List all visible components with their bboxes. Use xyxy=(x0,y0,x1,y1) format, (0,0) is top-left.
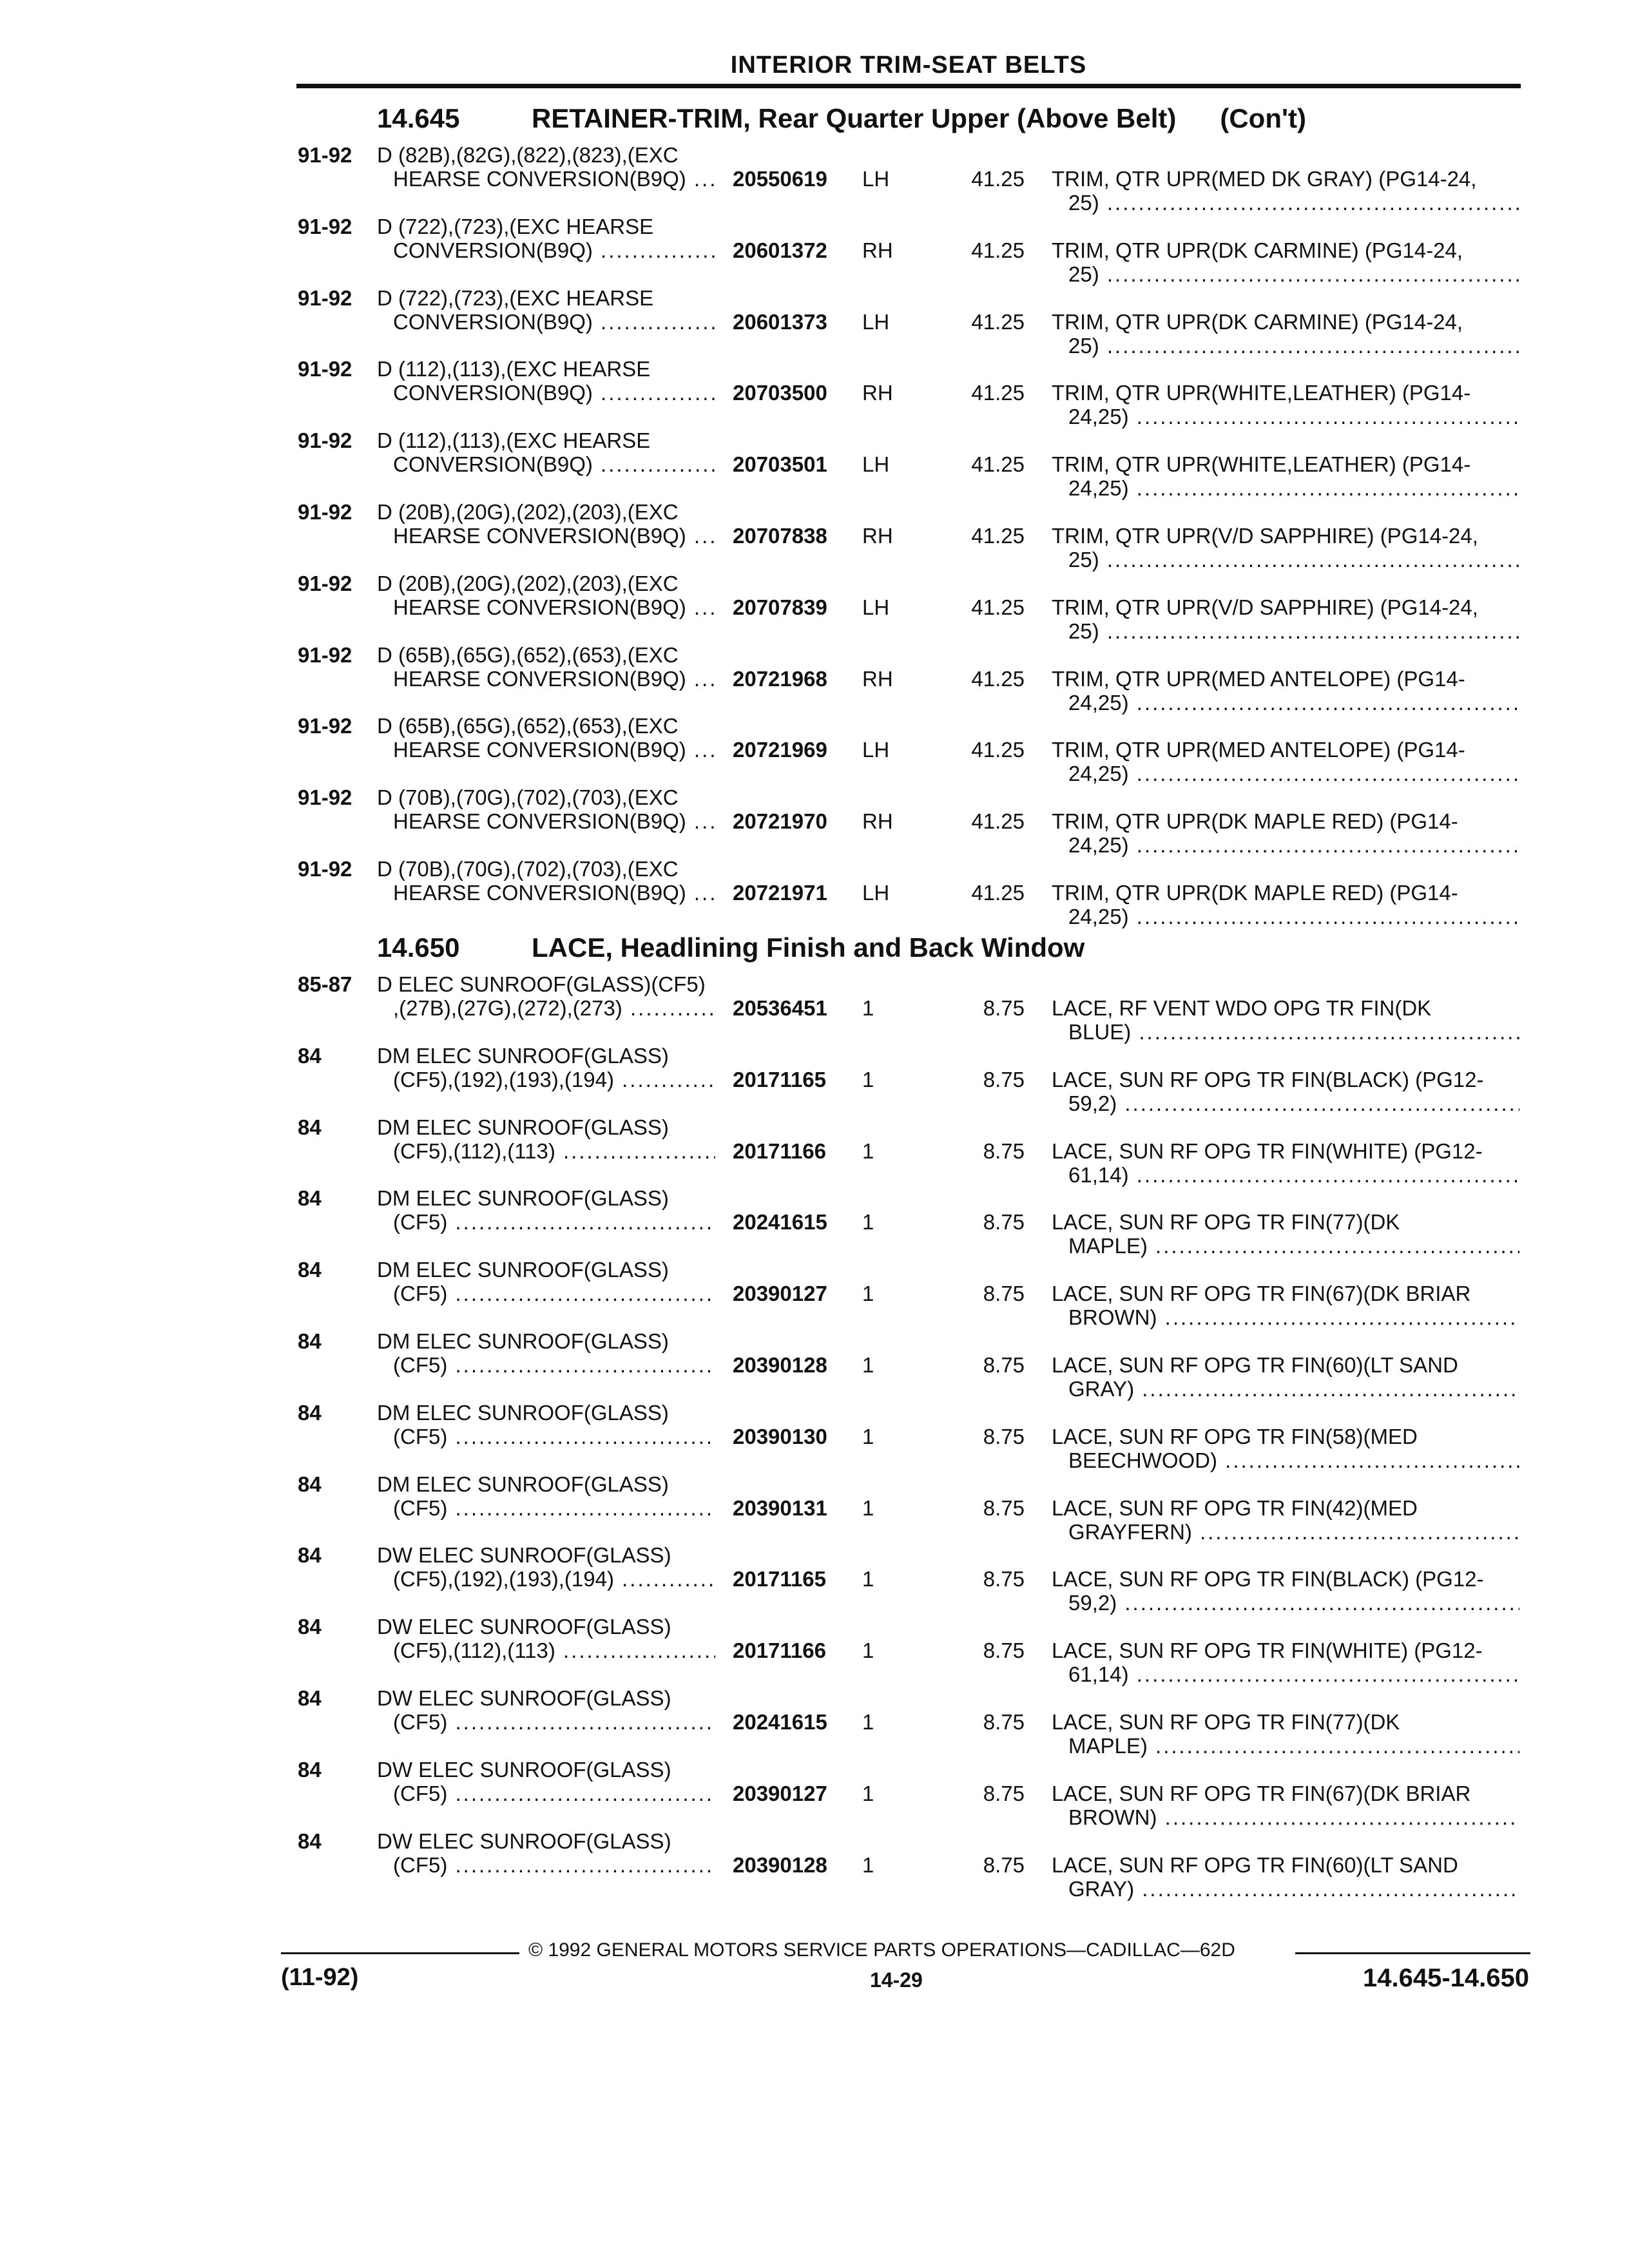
entry-desc-line2: CONVERSION(B9Q) ..... xyxy=(393,381,715,405)
entry-qty: 1 xyxy=(862,1210,874,1234)
footer-copyright: © 1992 GENERAL MOTORS SERVICE PARTS OPERATIONS—CADILLAC—62D xyxy=(528,1939,1235,1961)
entry-part-number: 20390131 xyxy=(733,1496,827,1520)
entry-desc-line2: HEARSE CONVERSION(B9Q) ..... xyxy=(393,524,715,548)
entry-desc-line1: DM ELEC SUNROOF(GLASS) xyxy=(377,1115,669,1139)
entry-remark-line1: TRIM, QTR UPR(DK CARMINE) (PG14-24, xyxy=(1052,310,1463,334)
entry-price: 41.25 xyxy=(971,881,1025,905)
section-number: 14.645 xyxy=(377,103,460,133)
entry-price: 41.25 xyxy=(971,310,1025,334)
entry-remark-line2: 24,25) ..... xyxy=(1068,476,1519,501)
entry-year: 91-92 xyxy=(298,500,352,524)
entry-desc-line1: DM ELEC SUNROOF(GLASS) xyxy=(377,1186,669,1210)
entry-desc-line2: (CF5) ..... xyxy=(393,1282,715,1306)
entry-remark-line2: 24,25) ..... xyxy=(1068,762,1519,786)
entry-qty: 1 xyxy=(862,1853,874,1877)
entry-desc-line2: (CF5) ..... xyxy=(393,1782,715,1806)
entry-remark-line1: TRIM, QTR UPR(MED ANTELOPE) (PG14- xyxy=(1052,667,1465,691)
entry-price: 41.25 xyxy=(971,667,1025,691)
entry-remark-line1: TRIM, QTR UPR(WHITE,LEATHER) (PG14- xyxy=(1052,381,1471,405)
entry-desc-line2: HEARSE CONVERSION(B9Q) ..... xyxy=(393,595,715,620)
entry-remark-line2: 24,25) ..... xyxy=(1068,405,1519,429)
entry-qty: 1 xyxy=(862,1068,874,1091)
entry-qty: LH xyxy=(862,881,890,905)
entry-year: 84 xyxy=(298,1758,322,1782)
entry-part-number: 20721970 xyxy=(733,809,827,833)
section-heading xyxy=(377,103,1306,134)
entry-remark-line1: LACE, SUN RF OPG TR FIN(67)(DK BRIAR xyxy=(1052,1782,1471,1805)
entry-price: 8.75 xyxy=(983,1139,1025,1163)
entry-desc-line1: DM ELEC SUNROOF(GLASS) xyxy=(377,1401,669,1425)
entry-part-number: 20390130 xyxy=(733,1425,827,1448)
entry-remark-line1: TRIM, QTR UPR(DK CARMINE) (PG14-24, xyxy=(1052,238,1463,262)
section-continued: (Con't) xyxy=(1220,103,1306,133)
entry-qty: 1 xyxy=(862,1639,874,1662)
entry-remark-line2: MAPLE) ..... xyxy=(1068,1234,1519,1258)
entry-part-number: 20171166 xyxy=(733,1139,827,1163)
entry-part-number: 20536451 xyxy=(733,996,827,1020)
entry-price: 41.25 xyxy=(971,524,1025,548)
entry-year: 91-92 xyxy=(298,785,352,809)
entry-desc-line2: (CF5) ..... xyxy=(393,1353,715,1378)
entry-year: 84 xyxy=(298,1829,322,1853)
entry-remark-line1: LACE, SUN RF OPG TR FIN(60)(LT SAND xyxy=(1052,1853,1458,1877)
entry-year: 91-92 xyxy=(298,286,352,310)
entry-year: 84 xyxy=(298,1472,322,1496)
entry-desc-line1: D (112),(113),(EXC HEARSE xyxy=(377,428,651,452)
entry-price: 8.75 xyxy=(983,1639,1025,1662)
part-entry xyxy=(0,1329,1629,1401)
entry-remark-line2: 24,25) ..... xyxy=(1068,833,1519,858)
entry-qty: RH xyxy=(862,809,893,833)
entry-remark-line1: LACE, SUN RF OPG TR FIN(BLACK) (PG12- xyxy=(1052,1567,1484,1591)
entry-price: 41.25 xyxy=(971,595,1025,619)
entry-price: 8.75 xyxy=(983,1782,1025,1805)
entry-desc-line1: D (112),(113),(EXC HEARSE xyxy=(377,357,651,381)
part-entry xyxy=(0,1615,1629,1687)
entry-price: 8.75 xyxy=(983,1710,1025,1734)
section-title: RETAINER-TRIM, Rear Quarter Upper (Above Belt) xyxy=(532,103,1177,133)
entry-qty: 1 xyxy=(862,1496,874,1520)
entry-qty: 1 xyxy=(862,1782,874,1805)
footer-rule-left xyxy=(281,1952,519,1954)
entry-remark-line1: LACE, SUN RF OPG TR FIN(67)(DK BRIAR xyxy=(1052,1282,1471,1305)
part-entry xyxy=(0,1686,1629,1758)
entry-price: 8.75 xyxy=(983,1353,1025,1377)
entry-qty: 1 xyxy=(862,1353,874,1377)
entry-remark-line1: LACE, SUN RF OPG TR FIN(58)(MED xyxy=(1052,1425,1418,1448)
entry-desc-line1: D (20B),(20G),(202),(203),(EXC xyxy=(377,572,679,595)
entry-year: 84 xyxy=(298,1686,322,1710)
entry-year: 91-92 xyxy=(298,572,352,595)
entry-remark-line1: LACE, RF VENT WDO OPG TR FIN(DK xyxy=(1052,996,1432,1020)
entry-remark-line1: LACE, SUN RF OPG TR FIN(BLACK) (PG12- xyxy=(1052,1068,1484,1091)
footer-section-range: 14.645-14.650 xyxy=(1362,1964,1529,1992)
entry-price: 41.25 xyxy=(971,167,1025,191)
part-entry xyxy=(0,714,1629,786)
part-entry xyxy=(0,643,1629,715)
entry-part-number: 20241615 xyxy=(733,1210,827,1234)
entry-remark-line2: 59,2) ..... xyxy=(1068,1591,1519,1615)
entry-qty: 1 xyxy=(862,1139,874,1163)
entry-desc-line2: CONVERSION(B9Q) ..... xyxy=(393,238,715,263)
footer-rule-right xyxy=(1295,1952,1530,1954)
entry-part-number: 20171166 xyxy=(733,1639,827,1662)
part-entry xyxy=(0,1829,1629,1901)
entry-qty: LH xyxy=(862,452,890,476)
entry-part-number: 20550619 xyxy=(733,167,827,191)
entry-desc-line2: (CF5) ..... xyxy=(393,1853,715,1878)
entry-qty: 1 xyxy=(862,1282,874,1305)
entry-remark-line2: BEECHWOOD) ..... xyxy=(1068,1448,1519,1473)
entry-remark-line2: BROWN) ..... xyxy=(1068,1305,1519,1330)
part-entry xyxy=(0,1186,1629,1258)
entry-part-number: 20721969 xyxy=(733,738,827,762)
entry-desc-line2: (CF5) ..... xyxy=(393,1496,715,1521)
entry-qty: RH xyxy=(862,381,893,405)
entry-part-number: 20171165 xyxy=(733,1567,827,1591)
page-title: INTERIOR TRIM-SEAT BELTS xyxy=(730,52,1087,79)
entry-remark-line1: TRIM, QTR UPR(DK MAPLE RED) (PG14- xyxy=(1052,809,1458,833)
part-entry xyxy=(0,785,1629,858)
entry-desc-line2: HEARSE CONVERSION(B9Q) ..... xyxy=(393,738,715,762)
part-entry xyxy=(0,972,1629,1044)
entry-qty: 1 xyxy=(862,1425,874,1448)
entry-year: 84 xyxy=(298,1115,322,1139)
entry-remark-line2: 24,25) ..... xyxy=(1068,691,1519,715)
entry-desc-line2: ,(27B),(27G),(272),(273) ..... xyxy=(393,996,715,1021)
entry-qty: LH xyxy=(862,310,890,334)
entry-price: 8.75 xyxy=(983,1853,1025,1877)
title-rule xyxy=(296,84,1521,88)
entry-desc-line1: D (65B),(65G),(652),(653),(EXC xyxy=(377,643,679,667)
part-entry xyxy=(0,215,1629,287)
entry-desc-line1: DW ELEC SUNROOF(GLASS) xyxy=(377,1686,671,1710)
entry-remark-line2: GRAY) ..... xyxy=(1068,1877,1519,1901)
entry-part-number: 20703500 xyxy=(733,381,827,405)
part-entry xyxy=(0,1401,1629,1473)
entry-remark-line2: BROWN) ..... xyxy=(1068,1805,1519,1830)
entry-remark-line1: LACE, SUN RF OPG TR FIN(60)(LT SAND xyxy=(1052,1353,1458,1377)
entry-year: 84 xyxy=(298,1543,322,1567)
entry-desc-line1: DM ELEC SUNROOF(GLASS) xyxy=(377,1329,669,1353)
entry-qty: LH xyxy=(862,167,890,191)
part-entry xyxy=(0,1758,1629,1830)
entry-desc-line1: DW ELEC SUNROOF(GLASS) xyxy=(377,1543,671,1567)
entry-price: 8.75 xyxy=(983,996,1025,1020)
entry-desc-line1: DM ELEC SUNROOF(GLASS) xyxy=(377,1472,669,1496)
entry-qty: 1 xyxy=(862,1567,874,1591)
entry-remark-line2: 59,2) ..... xyxy=(1068,1091,1519,1116)
section-heading xyxy=(377,932,1084,963)
section-number: 14.650 xyxy=(377,932,460,963)
entry-year: 84 xyxy=(298,1401,322,1425)
part-entry xyxy=(0,143,1629,215)
entry-part-number: 20601373 xyxy=(733,310,827,334)
part-entry xyxy=(0,500,1629,572)
entry-remark-line2: 24,25) ..... xyxy=(1068,905,1519,929)
entry-price: 8.75 xyxy=(983,1210,1025,1234)
entry-desc-line1: D (65B),(65G),(652),(653),(EXC xyxy=(377,714,679,738)
entry-desc-line1: D ELEC SUNROOF(GLASS)(CF5) xyxy=(377,972,706,996)
entry-year: 91-92 xyxy=(298,857,352,881)
section-title: LACE, Headlining Finish and Back Window xyxy=(532,932,1085,963)
entry-price: 8.75 xyxy=(983,1567,1025,1591)
part-entry xyxy=(0,428,1629,501)
entry-price: 8.75 xyxy=(983,1068,1025,1091)
entry-year: 91-92 xyxy=(298,643,352,667)
part-entry xyxy=(0,1258,1629,1330)
entry-remark-line2: 25) ..... xyxy=(1068,334,1519,358)
entry-desc-line2: CONVERSION(B9Q) ..... xyxy=(393,310,715,334)
part-entry xyxy=(0,572,1629,644)
entry-price: 8.75 xyxy=(983,1496,1025,1520)
entry-part-number: 20707838 xyxy=(733,524,827,548)
entry-qty: RH xyxy=(862,667,893,691)
entry-desc-line2: (CF5),(192),(193),(194) ..... xyxy=(393,1068,715,1092)
entry-price: 41.25 xyxy=(971,381,1025,405)
entry-year: 91-92 xyxy=(298,215,352,238)
entry-remark-line2: 61,14) ..... xyxy=(1068,1662,1519,1687)
footer-page-number: 14-29 xyxy=(870,1968,923,1992)
entry-part-number: 20703501 xyxy=(733,452,827,476)
entry-qty: RH xyxy=(862,524,893,548)
part-entry xyxy=(0,1472,1629,1544)
entry-desc-line1: DM ELEC SUNROOF(GLASS) xyxy=(377,1258,669,1282)
entry-remark-line2: GRAY) ..... xyxy=(1068,1377,1519,1401)
entry-remark-line1: LACE, SUN RF OPG TR FIN(77)(DK xyxy=(1052,1710,1400,1734)
entry-desc-line1: D (82B),(82G),(822),(823),(EXC xyxy=(377,143,679,167)
part-entry xyxy=(0,1044,1629,1116)
entry-part-number: 20390128 xyxy=(733,1853,827,1877)
entry-remark-line2: 25) ..... xyxy=(1068,619,1519,644)
entry-remark-line1: TRIM, QTR UPR(MED DK GRAY) (PG14-24, xyxy=(1052,167,1477,191)
entry-year: 91-92 xyxy=(298,357,352,381)
entry-remark-line1: TRIM, QTR UPR(DK MAPLE RED) (PG14- xyxy=(1052,881,1458,905)
entry-year: 84 xyxy=(298,1044,322,1068)
entry-remark-line1: LACE, SUN RF OPG TR FIN(WHITE) (PG12- xyxy=(1052,1139,1483,1163)
entry-desc-line2: (CF5) ..... xyxy=(393,1210,715,1235)
entry-remark-line1: LACE, SUN RF OPG TR FIN(42)(MED xyxy=(1052,1496,1418,1520)
part-entry xyxy=(0,286,1629,358)
entry-year: 91-92 xyxy=(298,714,352,738)
entry-remark-line2: GRAYFERN) ..... xyxy=(1068,1520,1519,1544)
entry-part-number: 20390128 xyxy=(733,1353,827,1377)
entry-qty: LH xyxy=(862,738,890,762)
part-entry xyxy=(0,1115,1629,1187)
entry-remark-line1: TRIM, QTR UPR(V/D SAPPHIRE) (PG14-24, xyxy=(1052,524,1478,548)
entry-remark-line1: TRIM, QTR UPR(MED ANTELOPE) (PG14- xyxy=(1052,738,1465,762)
entry-remark-line1: TRIM, QTR UPR(WHITE,LEATHER) (PG14- xyxy=(1052,452,1471,476)
entry-remark-line2: 25) ..... xyxy=(1068,262,1519,287)
entry-qty: LH xyxy=(862,595,890,619)
entry-desc-line1: D (70B),(70G),(702),(703),(EXC xyxy=(377,785,679,809)
entry-desc-line2: HEARSE CONVERSION(B9Q) ..... xyxy=(393,809,715,834)
entry-desc-line2: (CF5),(192),(193),(194) ..... xyxy=(393,1567,715,1591)
entry-desc-line1: D (722),(723),(EXC HEARSE xyxy=(377,215,654,238)
entry-part-number: 20707839 xyxy=(733,595,827,619)
entry-price: 8.75 xyxy=(983,1425,1025,1448)
entry-year: 84 xyxy=(298,1615,322,1639)
entry-year: 84 xyxy=(298,1329,322,1353)
entry-desc-line2: (CF5) ..... xyxy=(393,1710,715,1735)
entry-qty: 1 xyxy=(862,996,874,1020)
entry-remark-line1: LACE, SUN RF OPG TR FIN(77)(DK xyxy=(1052,1210,1400,1234)
entry-remark-line2: BLUE) ..... xyxy=(1068,1020,1519,1044)
entry-desc-line2: (CF5),(112),(113) ..... xyxy=(393,1139,715,1164)
entry-remark-line1: LACE, SUN RF OPG TR FIN(WHITE) (PG12- xyxy=(1052,1639,1483,1662)
entry-desc-line2: HEARSE CONVERSION(B9Q) ..... xyxy=(393,667,715,691)
entry-remark-line2: MAPLE) ..... xyxy=(1068,1734,1519,1758)
entry-desc-line2: HEARSE CONVERSION(B9Q) ..... xyxy=(393,167,715,191)
part-entry xyxy=(0,857,1629,929)
entry-remark-line2: 25) ..... xyxy=(1068,191,1519,215)
entry-qty: 1 xyxy=(862,1710,874,1734)
footer-date: (11-92) xyxy=(281,1964,359,1991)
part-entry xyxy=(0,1543,1629,1615)
entry-year: 91-92 xyxy=(298,428,352,452)
entry-price: 41.25 xyxy=(971,238,1025,262)
entry-year: 85-87 xyxy=(298,972,352,996)
entry-desc-line1: D (70B),(70G),(702),(703),(EXC xyxy=(377,857,679,881)
entry-desc-line2: (CF5) ..... xyxy=(393,1425,715,1449)
entry-year: 91-92 xyxy=(298,143,352,167)
entry-price: 41.25 xyxy=(971,452,1025,476)
entry-remark-line2: 61,14) ..... xyxy=(1068,1163,1519,1187)
entry-qty: RH xyxy=(862,238,893,262)
entry-price: 41.25 xyxy=(971,738,1025,762)
entry-desc-line2: CONVERSION(B9Q) ..... xyxy=(393,452,715,477)
entry-part-number: 20390127 xyxy=(733,1782,827,1805)
entry-part-number: 20721968 xyxy=(733,667,827,691)
entry-year: 84 xyxy=(298,1258,322,1282)
entry-part-number: 20241615 xyxy=(733,1710,827,1734)
entry-desc-line1: DW ELEC SUNROOF(GLASS) xyxy=(377,1758,671,1782)
entry-desc-line1: DM ELEC SUNROOF(GLASS) xyxy=(377,1044,669,1068)
entry-part-number: 20721971 xyxy=(733,881,827,905)
entry-price: 41.25 xyxy=(971,809,1025,833)
entry-price: 8.75 xyxy=(983,1282,1025,1305)
entry-desc-line1: DW ELEC SUNROOF(GLASS) xyxy=(377,1829,671,1853)
entry-remark-line1: TRIM, QTR UPR(V/D SAPPHIRE) (PG14-24, xyxy=(1052,595,1478,619)
entry-part-number: 20171165 xyxy=(733,1068,827,1091)
entry-desc-line1: DW ELEC SUNROOF(GLASS) xyxy=(377,1615,671,1639)
entry-remark-line2: 25) ..... xyxy=(1068,548,1519,572)
entry-desc-line2: HEARSE CONVERSION(B9Q) ..... xyxy=(393,881,715,905)
entry-part-number: 20390127 xyxy=(733,1282,827,1305)
part-entry xyxy=(0,357,1629,429)
entry-desc-line1: D (20B),(20G),(202),(203),(EXC xyxy=(377,500,679,524)
entry-part-number: 20601372 xyxy=(733,238,827,262)
entry-year: 84 xyxy=(298,1186,322,1210)
entry-desc-line1: D (722),(723),(EXC HEARSE xyxy=(377,286,654,310)
entry-desc-line2: (CF5),(112),(113) ..... xyxy=(393,1639,715,1663)
